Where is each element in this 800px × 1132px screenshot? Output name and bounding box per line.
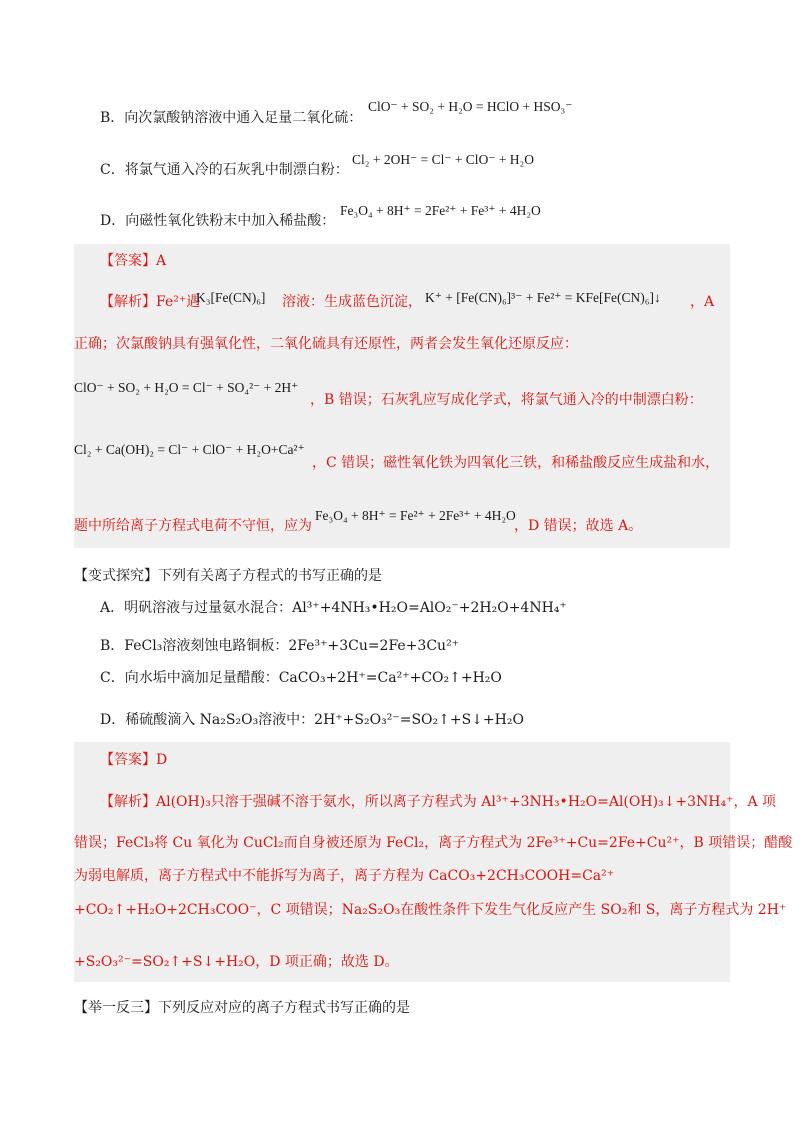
question-2-option-a: A．明矾溶液与过量氨水混合：Al³⁺+4NH₃•H₂O=AlO₂⁻+2H₂O+4NH₄⁺ xyxy=(100,600,567,616)
analysis-1-line-1a: 【解析】Fe²⁺遇 xyxy=(100,294,201,310)
analysis-1-line-4: ，C 错误；磁性氧化铁为四氧化三铁，和稀盐酸反应生成盐和水， xyxy=(312,455,720,471)
option-b-equation: ClO⁻ + SO₂ + H₂O = HClO + HSO₃⁻ xyxy=(368,99,573,114)
question-2-stem: 【变式探究】下列有关离子方程式的书写正确的是 xyxy=(74,568,382,584)
analysis-2-line-3: 为弱电解质，离子方程式中不能拆写为离子，离子方程为 CaCO₃+2CH₃COOH=Ca²⁺ xyxy=(74,868,615,884)
analysis-2-line-5: +S₂O₃²⁻=SO₂↑+S↓+H₂O，D 项正确；故选 D。 xyxy=(74,954,399,970)
answer-box-2 xyxy=(74,742,730,982)
option-c-equation: Cl₂ + 2OH⁻ = Cl⁻ + ClO⁻ + H₂O xyxy=(352,152,535,167)
analysis-2-line-4: +CO₂↑+H₂O+2CH₃COO⁻，C 项错误；Na₂S₂O₃在酸性条件下发生气化反应产生 SO₂和 S，离子方程式为 2H⁺ xyxy=(74,902,787,918)
analysis-1-line-3: ，B 错误；石灰乳应写成化学式，将氯气通入冷的中制漂白粉： xyxy=(310,392,703,408)
analysis-1-equation-2: ClO⁻ + SO₂ + H₂O = Cl⁻ + SO₄²⁻ + 2H⁺ xyxy=(74,380,299,395)
option-b-text: B．向次氯酸钠溶液中通入足量二氧化硫： xyxy=(100,110,363,126)
question-3-stem: 【举一反三】下列反应对应的离子方程式书写正确的是 xyxy=(74,1000,410,1016)
analysis-1-line-1e: ，A xyxy=(690,294,715,310)
analysis-1-line-1c: 溶液：生成蓝色沉淀， xyxy=(282,294,422,310)
option-d-text: D．向磁性氧化铁粉末中加入稀盐酸： xyxy=(100,213,336,229)
answer-label-2: 【答案】D xyxy=(100,752,168,768)
option-d-equation: Fe₃O₄ + 8H⁺ = 2Fe²⁺ + Fe³⁺ + 4H₂O xyxy=(340,203,541,218)
answer-label-1: 【答案】A xyxy=(100,253,167,269)
analysis-1-line-5a: 题中所给离子方程式电荷不守恒，应为 xyxy=(74,518,312,534)
analysis-2-line-1: 【解析】Al(OH)₃只溶于强碱不溶于氨水，所以离子方程式为 Al³⁺+3NH₃•H₂O=Al(OH)₃↓+3NH₄⁺，A 项 xyxy=(100,794,777,810)
question-2-option-b: B．FeCl₃溶液刻蚀电路铜板：2Fe³⁺+3Cu=2Fe+3Cu²⁺ xyxy=(100,638,460,654)
analysis-1-equation-4: Fe₃O₄ + 8H⁺ = Fe²⁺ + 2Fe³⁺ + 4H₂O xyxy=(315,508,516,523)
option-c-text: C．将氯气通入冷的石灰乳中制漂白粉： xyxy=(100,162,349,178)
question-2-option-c: C．向水垢中滴加足量醋酸：CaCO₃+2H⁺=Ca²⁺+CO₂↑+H₂O xyxy=(100,670,502,686)
analysis-1-reagent: K₃[Fe(CN)₆] xyxy=(196,290,266,305)
analysis-1-equation-1: K⁺ + [Fe(CN)₆]³⁻ + Fe²⁺ = KFe[Fe(CN)₆]↓ xyxy=(425,290,661,305)
analysis-2-line-2: 错误；FeCl₃将 Cu 氧化为 CuCl₂而自身被还原为 FeCl₂，离子方程式为 2Fe³⁺+Cu=2Fe+Cu²⁺，B 项错误；醋酸 xyxy=(74,835,793,851)
analysis-1-line-2: 正确；次氯酸钠具有强氧化性，二氧化硫具有还原性，两者会发生氧化还原反应： xyxy=(74,336,578,352)
analysis-1-line-5b: ，D 错误；故选 A。 xyxy=(514,518,643,534)
question-2-option-d: D．稀硫酸滴入 Na₂S₂O₃溶液中：2H⁺+S₂O₃²⁻=SO₂↑+S↓+H₂O xyxy=(100,712,524,728)
analysis-1-equation-3: Cl₂ + Ca(OH)₂ = Cl⁻ + ClO⁻ + H₂O+Ca²⁺ xyxy=(74,442,305,457)
